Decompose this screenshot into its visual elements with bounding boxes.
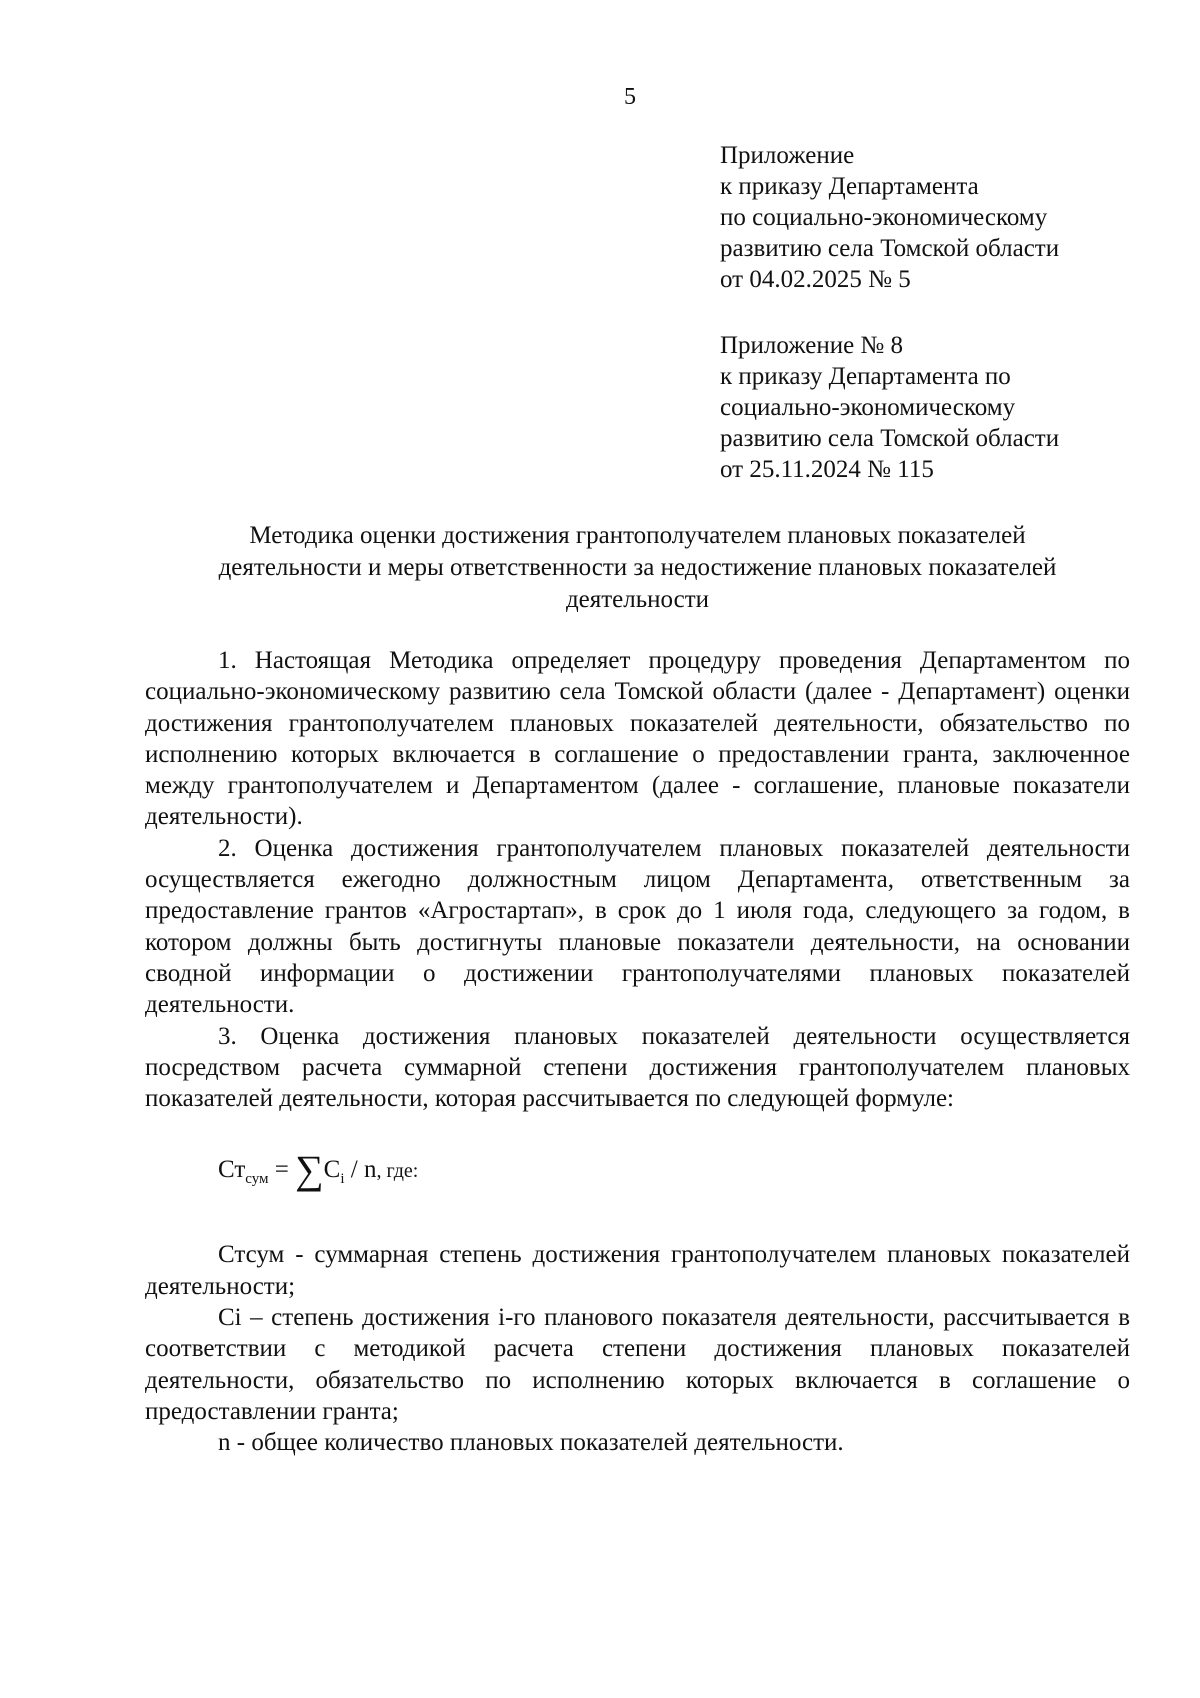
document-title [145,520,1130,616]
annex-line: по социально-экономическому [720,204,1048,231]
formula-equals: = [274,1156,289,1184]
document-body [145,645,1130,1459]
paragraph-definition-stsum: Стсум - суммарная степень достижения грантополучателем плановых показателей деятельности; [145,1241,1130,1300]
formula-rest: / n [344,1156,377,1184]
paragraph-1: 1. Настоящая Методика определяет процедуру проведения Департаментом по социально-экономическому развитию села Томской области (далее - Департамент) оценки достижения грантополучателем плановых показателей деятельности, обязательство по исполнению которых включается в соглашение о предоставлении гранта, заключенное между грантополучателем и Департаментом (далее - соглашение, плановые показатели деятельности). [145,647,1130,831]
annex-line: от 04.02.2025 № 5 [720,266,911,293]
paragraph-definition-n: n - общее количество плановых показателей деятельности. [218,1429,844,1457]
annex-line: развитию села Томской области [720,425,1060,452]
annex-line: развитию села Томской области [720,235,1060,262]
formula-tail: , где: [376,1160,419,1183]
annex-header-original [720,330,1160,485]
annex-line: Приложение № 8 [720,332,904,359]
paragraph-definition-ci: Ci – степень достижения i-го планового показателя деятельности, рассчитывается в соответствии с методикой расчета степени достижения плановых показателей деятельности, обязательство по исполнению которых включается в соглашение о предоставлении гранта; [145,1304,1130,1425]
annex-line: к приказу Департамента по [720,363,1011,390]
formula-lhs: Ст [218,1156,246,1184]
title-line: деятельности [565,586,710,613]
paragraph-2: 2. Оценка достижения грантополучателем плановых показателей деятельности осуществляется ежегодно должностным лицом Департамента, ответственным за предоставление грантов «Агростартап», в срок до 1 июля года, следующего за годом, в котором должны быть достигнуты плановые показатели деятельности, на основании сводной информации о достижении грантополучателями плановых показателей деятельности. [145,834,1130,1019]
title-line: деятельности и меры ответственности за недостижение плановых показателей [218,554,1057,581]
annex-line: социально-экономическому [720,394,1016,421]
sigma-symbol: ∑ [295,1147,324,1193]
title-line: Методика оценки достижения грантополучателем плановых показателей [249,522,1026,549]
formula-lhs-subscript: сум [245,1171,269,1188]
annex-line: от 25.11.2024 № 115 [720,456,934,483]
formula [218,1147,1130,1199]
paragraph-3: 3. Оценка достижения плановых показателей деятельности осуществляется посредством расчета суммарной степени достижения грантополучателем плановых показателей деятельности, которая рассчитывается по следующей формуле: [145,1022,1130,1113]
page-number: 5 [624,84,636,110]
formula-term-subscript: i [340,1171,345,1188]
annex-line: Приложение [720,142,855,169]
annex-header-current [720,140,1160,295]
annex-line: к приказу Департамента [720,173,979,200]
formula-term: C [323,1156,341,1184]
